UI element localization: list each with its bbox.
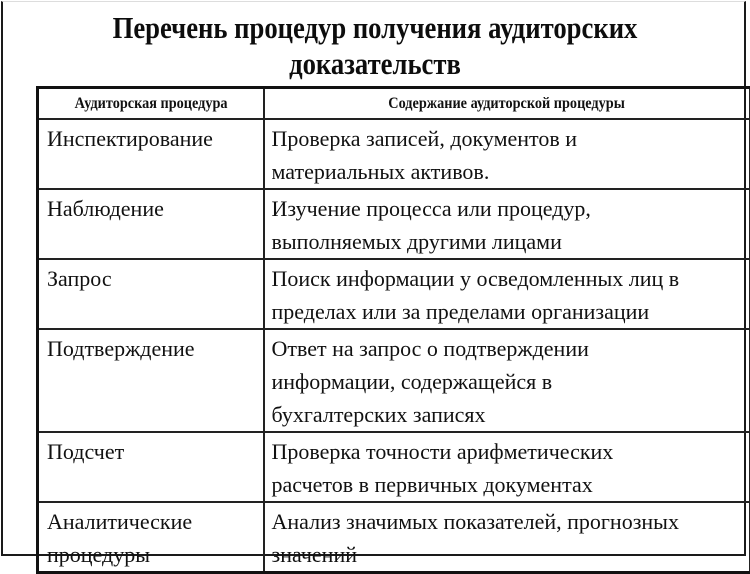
content-cell: Изучение процесса или процедур, выполняемых другими лицами [264,189,750,259]
content-cell: Ответ на запрос о подтверждении информации, содержащейся в бухгалтерских записях [264,329,750,432]
title-line-1: Перечень процедур получения аудиторских [112,10,638,45]
procedure-cell: Подтверждение [38,329,264,432]
column-header-procedure: Аудиторская процедура [38,88,264,120]
content-cell: Проверка записей, документов и материальных активов. [264,119,750,189]
procedure-cell: Запрос [38,259,264,329]
audit-procedures-table [36,86,750,574]
procedure-cell: Аналитические процедуры [38,502,264,573]
table-row [38,432,750,502]
procedure-cell: Наблюдение [38,189,264,259]
column-header-content: Содержание аудиторской процедуры [264,88,750,120]
content-cell: Поиск информации у осведомленных лиц в пределах или за пределами организации [264,259,750,329]
content-cell: Анализ значимых показателей, прогнозных значений [264,502,750,573]
page-title [0,10,750,82]
table-row [38,119,750,189]
procedure-cell: Подсчет [38,432,264,502]
table-row [38,189,750,259]
table-header-row [38,88,750,120]
content-cell: Проверка точности арифметических расчетов в первичных документах [264,432,750,502]
table-row [38,329,750,432]
table-row [38,259,750,329]
procedure-cell: Инспектирование [38,119,264,189]
title-line-2: доказательств [289,46,461,81]
